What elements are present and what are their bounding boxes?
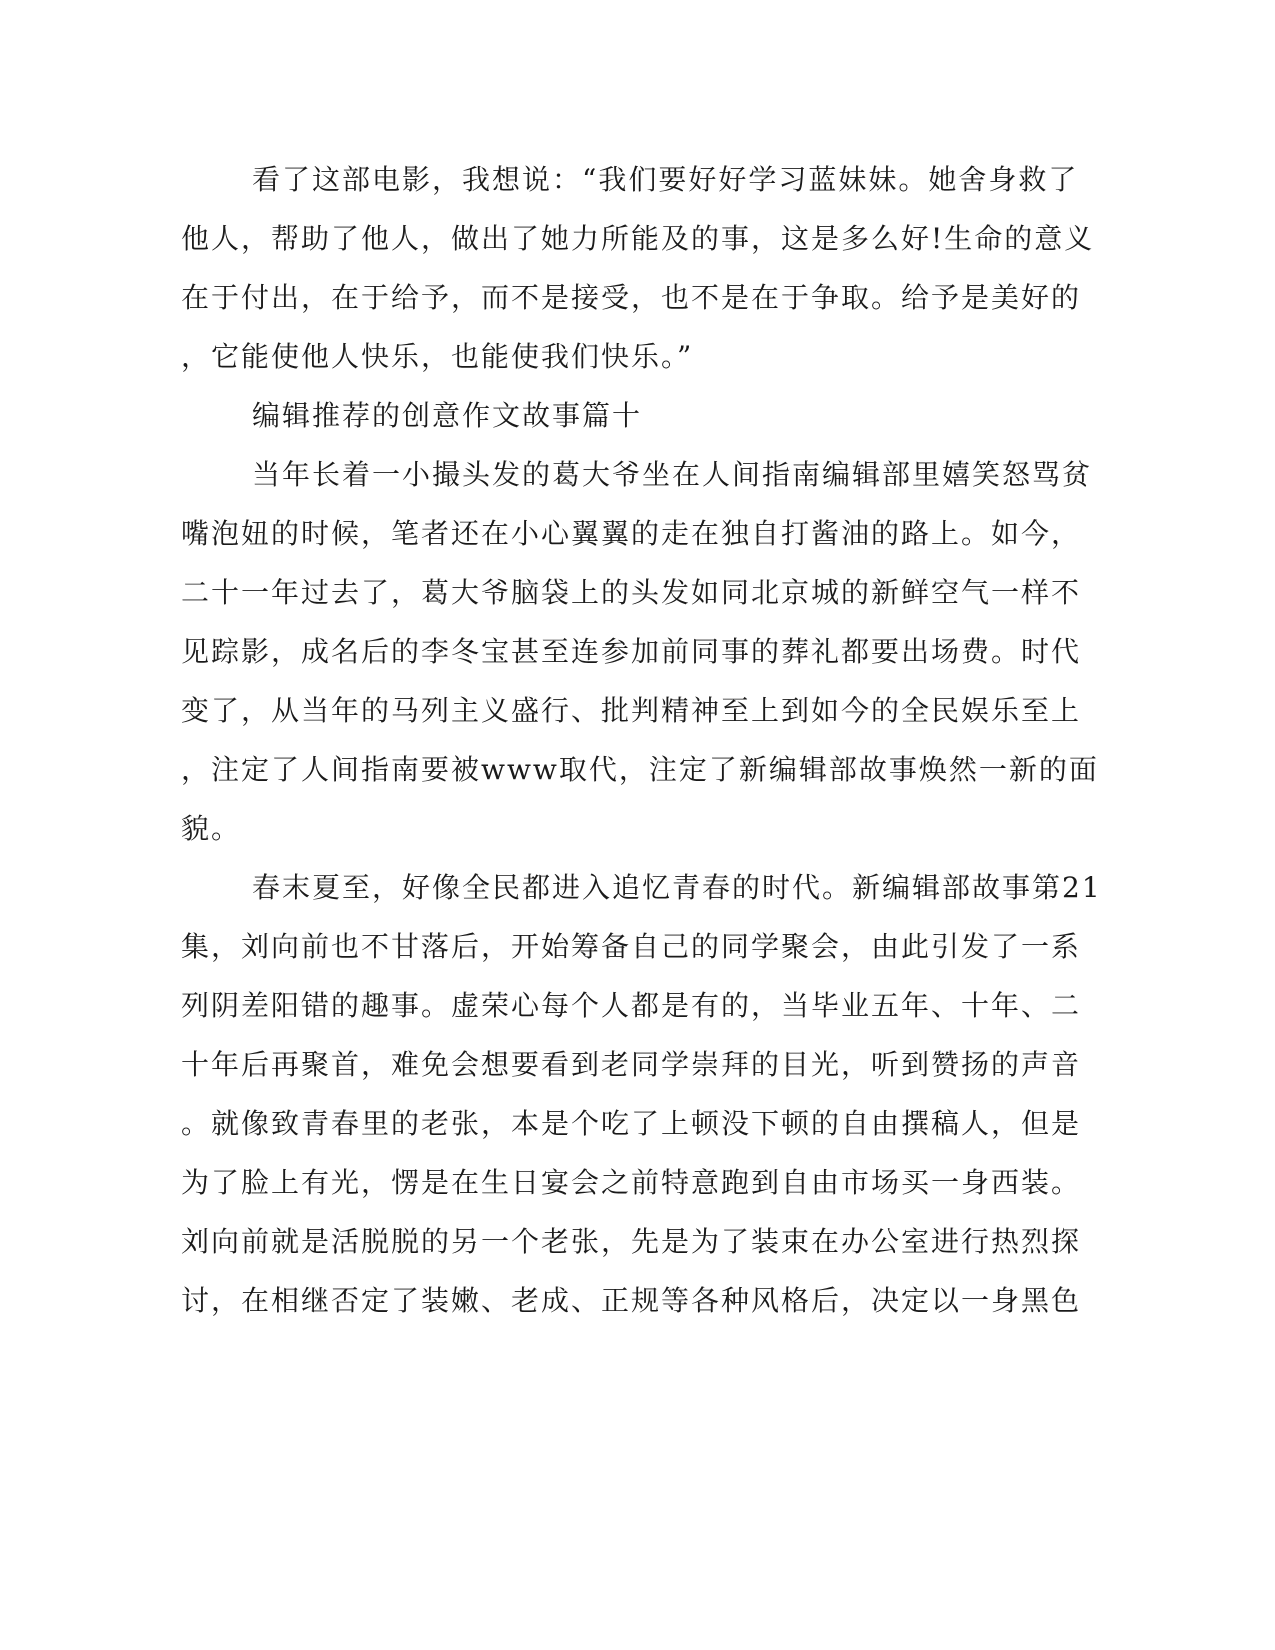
- text-line: 集，刘向前也不甘落后，开始筹备自己的同学聚会，由此引发了一系: [181, 930, 1082, 963]
- text-line: 嘴泡妞的时候，笔者还在小心翼翼的走在独自打酱油的路上。如今，: [181, 517, 1082, 550]
- text-line: 在于付出，在于给予，而不是接受，也不是在于争取。给予是美好的: [181, 281, 1082, 314]
- text-line: 貌。: [181, 812, 242, 845]
- text-line: 为了脸上有光，愣是在生日宴会之前特意跑到自由市场买一身西装。: [181, 1166, 1082, 1199]
- text-line: 看了这部电影，我想说：“我们要好好学习蓝妹妹。她舍身救了: [252, 163, 1079, 196]
- text-line: 当年长着一小撮头发的葛大爷坐在人间指南编辑部里嬉笑怒骂贫: [252, 458, 1093, 491]
- text-line: 讨，在相继否定了装嫩、老成、正规等各种风格后，决定以一身黑色: [181, 1284, 1082, 1317]
- text-line: 刘向前就是活脱脱的另一个老张，先是为了装束在办公室进行热烈探: [181, 1225, 1082, 1258]
- text-line: 。就像致青春里的老张，本是个吃了上顿没下顿的自由撰稿人，但是: [181, 1107, 1082, 1140]
- text-line: 春末夏至，好像全民都进入追忆青春的时代。新编辑部故事第21: [252, 871, 1102, 904]
- text-line: 他人，帮助了他人，做出了她力所能及的事，这是多么好!生命的意义: [181, 222, 1095, 255]
- text-line: 见踪影，成名后的李冬宝甚至连参加前同事的葬礼都要出场费。时代: [181, 635, 1082, 668]
- text-line: 二十一年过去了，葛大爷脑袋上的头发如同北京城的新鲜空气一样不: [181, 576, 1082, 609]
- section-heading: 编辑推荐的创意作文故事篇十: [252, 399, 643, 432]
- text-line: ，注定了人间指南要被www取代，注定了新编辑部故事焕然一新的面: [181, 753, 1099, 786]
- text-line: 变了，从当年的马列主义盛行、批判精神至上到如今的全民娱乐至上: [181, 694, 1082, 727]
- text-line: 十年后再聚首，难免会想要看到老同学崇拜的目光，听到赞扬的声音: [181, 1048, 1082, 1081]
- text-line: ，它能使他人快乐，也能使我们快乐。”: [181, 340, 694, 373]
- text-line: 列阴差阳错的趣事。虚荣心每个人都是有的，当毕业五年、十年、二: [181, 989, 1082, 1022]
